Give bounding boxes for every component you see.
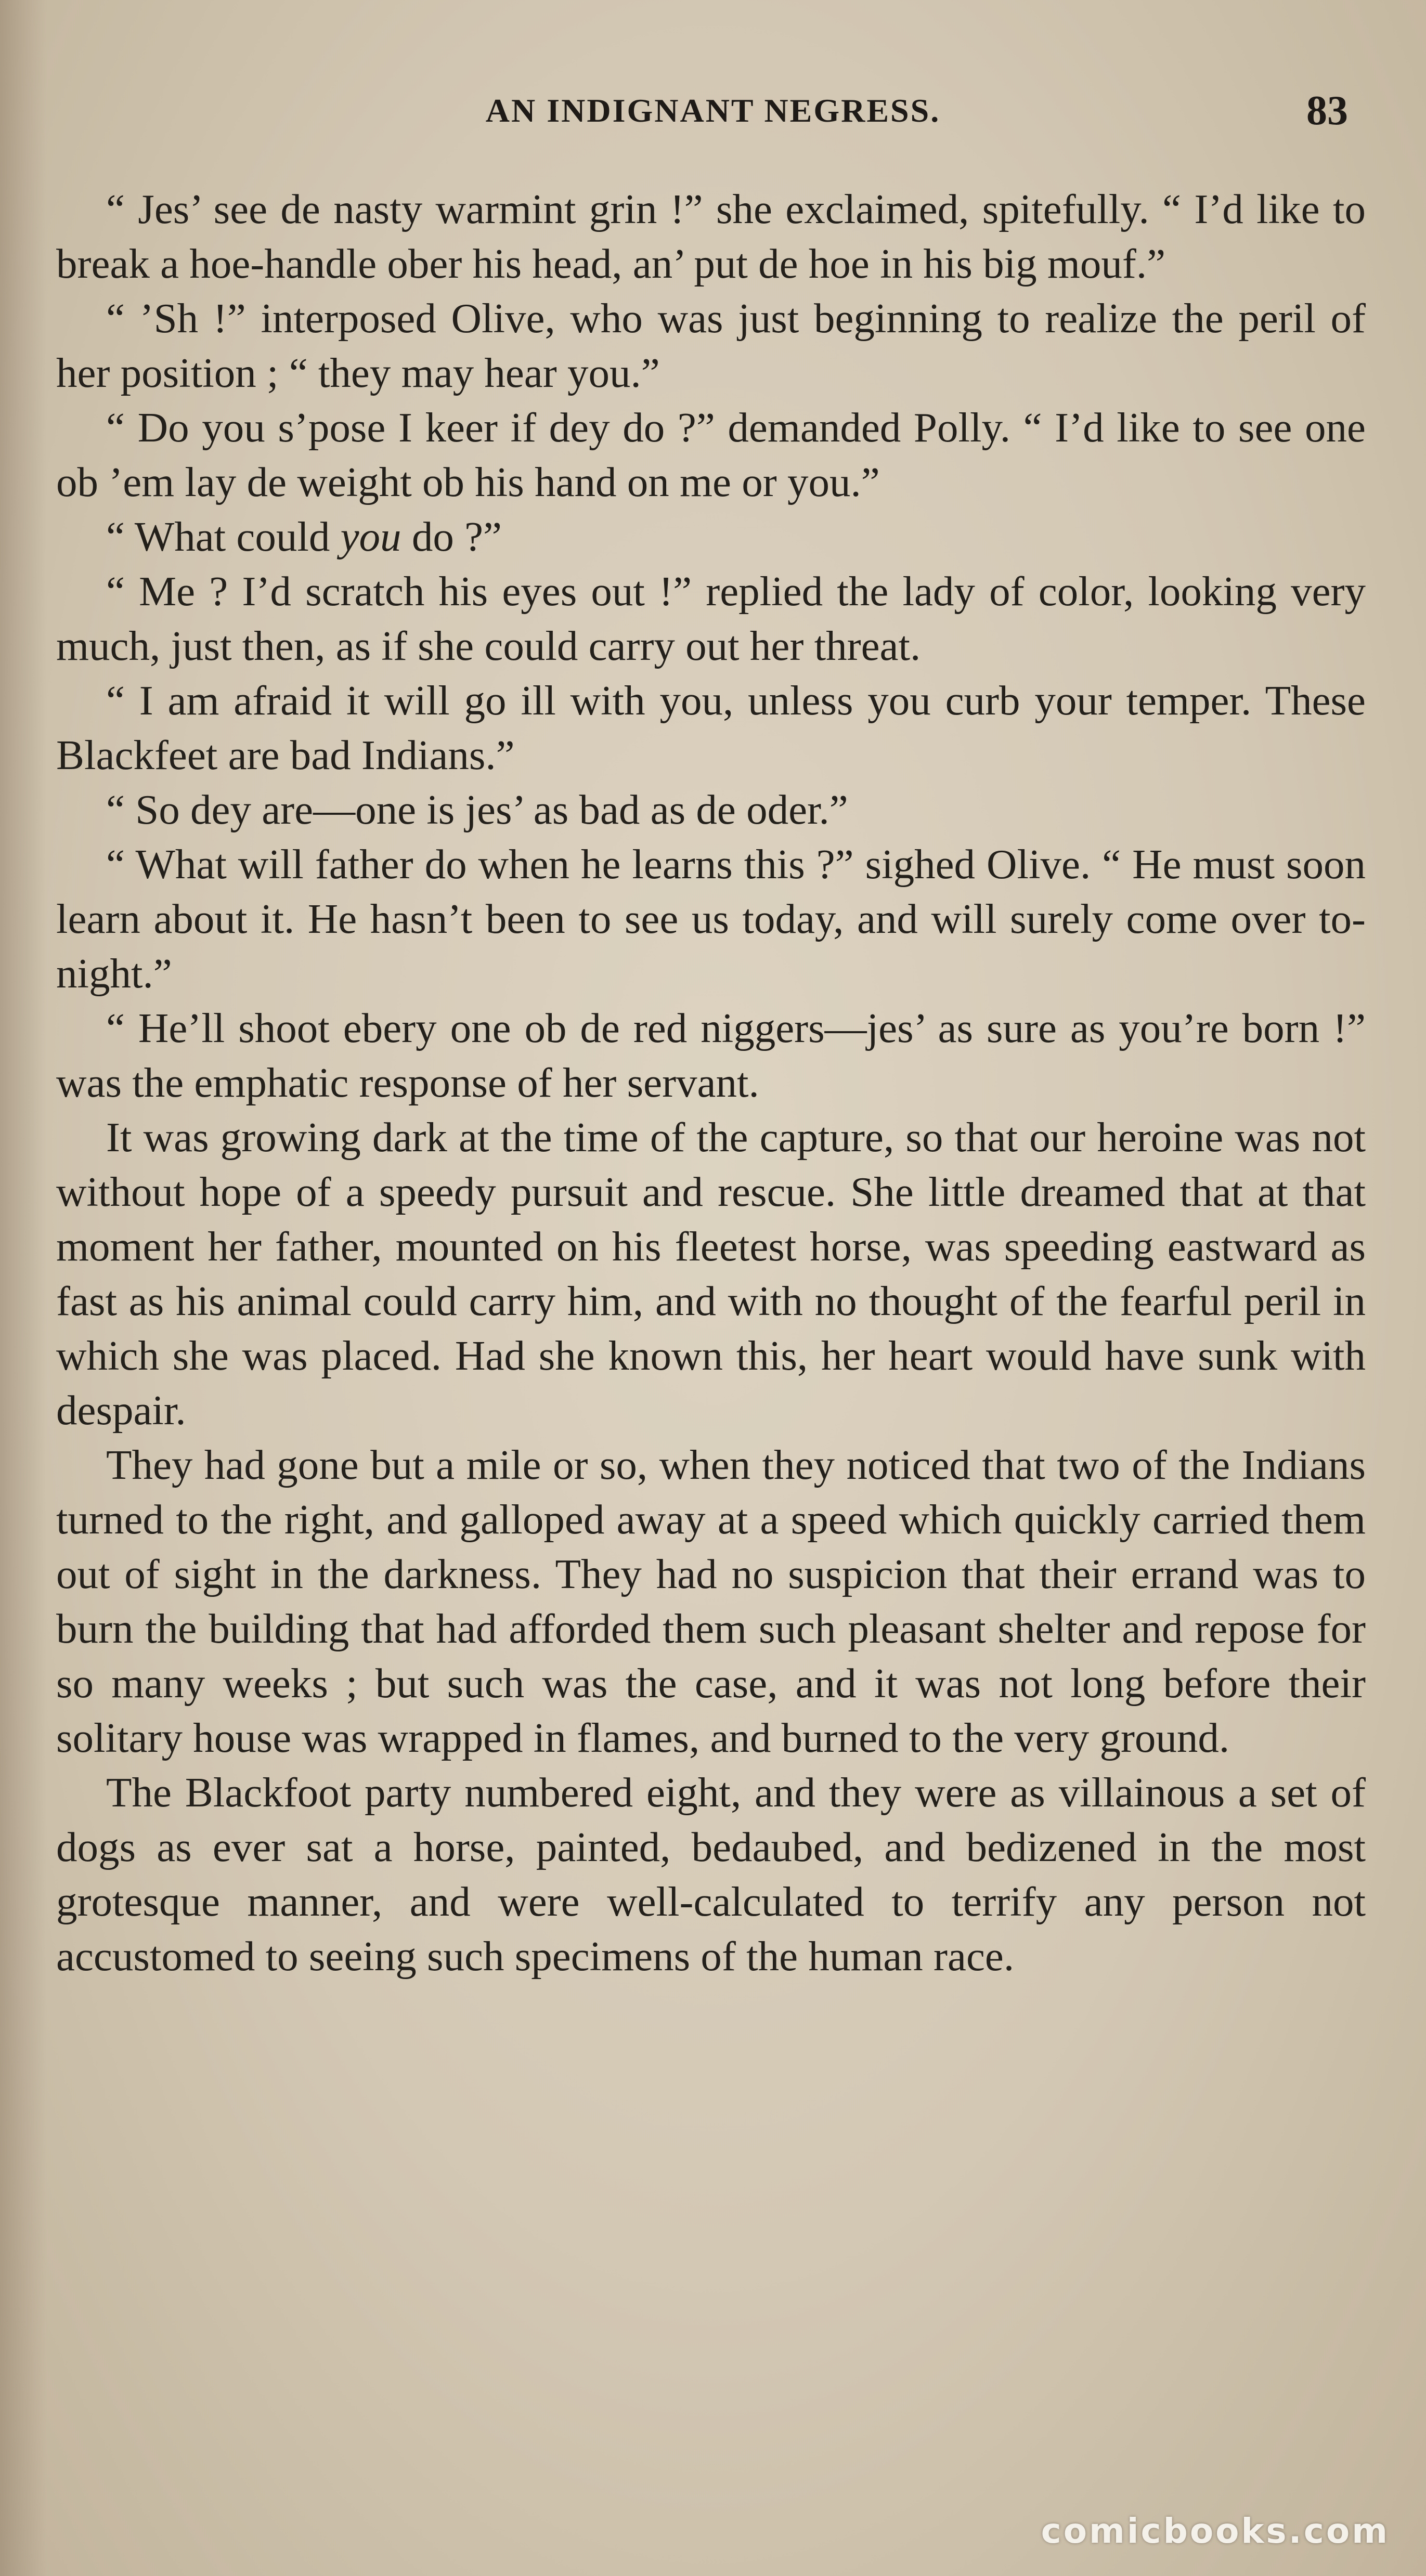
paragraph: “ He’ll shoot ebery one ob de red niggers—jes’ as sure as you’re born !” was the emphatic response of her servant. — [56, 1005, 1366, 1106]
paragraph: “ Jes’ see de nasty warmint grin !” she exclaimed, spitefully. “ I’d like to break a hoe-handle ober his head, an’ put de hoe in his big mouf.” — [56, 186, 1366, 287]
body-text — [56, 182, 1366, 1984]
running-title: AN INDIGNANT NEGRESS. — [485, 92, 941, 129]
paragraph: “ ’Sh !” interposed Olive, who was just beginning to realize the peril of her position ; “ they may hear you.” — [56, 295, 1366, 396]
watermark: comicbooks.com — [1041, 2511, 1390, 2551]
paragraph: “ Do you s’pose I keer if dey do ?” demanded Polly. “ I’d like to see one ob ’em lay de weight ob his hand on me or you.” — [56, 404, 1366, 505]
paragraph: “ What will father do when he learns this ?” sighed Olive. “ He must soon learn about it. He hasn’t been to see us today, and will surely come over to-night.” — [56, 841, 1366, 997]
paragraph: It was growing dark at the time of the capture, so that our heroine was not without hope of a speedy pursuit and rescue. She little dreamed that at that moment her father, mounted on his fleetest horse, was speeding eastward as fast as his animal could carry him, and with no thought of the fearful peril in which she was placed. Had she known this, her heart would have sunk with despair. — [56, 1114, 1366, 1434]
question-text-after: do ?” — [401, 513, 502, 560]
page-edge-shadow — [0, 0, 47, 2576]
paragraph: The Blackfoot party numbered eight, and they were as villainous a set of dogs as ever sat a horse, painted, bedaubed, and bedizened in the most grotesque manner, and were well-calculated to terrify any person not accustomed to seeing such specimens of the human race. — [56, 1769, 1366, 1980]
paragraph: They had gone but a mile or so, when they noticed that two of the Indians turned to the right, and galloped away at a speed which quickly carried them out of sight in the darkness. They had no suspicion that their errand was to burn the building that had afforded them such pleasant shelter and repose for so many weeks ; but such was the case, and it was not long before their solitary house was wrapped in flames, and burned to the very ground. — [56, 1441, 1366, 1761]
paragraph: “ Me ? I’d scratch his eyes out !” replied the lady of color, looking very much, just then, as if she could carry out her threat. — [56, 568, 1366, 669]
paragraph: “ I am afraid it will go ill with you, unless you curb your temper. These Blackfeet are bad Indians.” — [56, 677, 1366, 778]
question-text-before: “ What could — [106, 513, 341, 560]
running-head — [0, 88, 1426, 138]
paragraph: “ So dey are—one is jes’ as bad as de oder.” — [106, 786, 848, 833]
question-emphasis: you — [340, 513, 401, 560]
paragraph-question — [56, 510, 1366, 564]
page-number: 83 — [1306, 88, 1348, 134]
